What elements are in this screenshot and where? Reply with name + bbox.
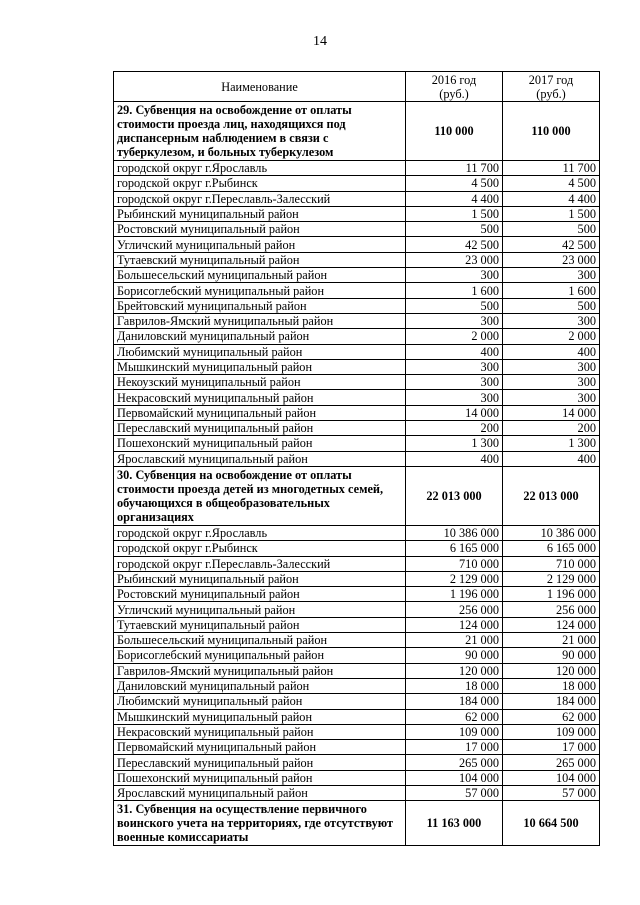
- row-value-2016-cell: 11 700: [406, 161, 503, 176]
- row-value-2016-cell: 200: [406, 421, 503, 436]
- table-row: [114, 740, 600, 755]
- row-name-cell: 30. Субвенция на освобождение от оплаты стоимости проезда детей из многодетных семей, обучающихся в общеобразовательных организациях: [114, 466, 406, 525]
- row-name-cell: Некрасовский муниципальный район: [114, 390, 406, 405]
- table-row: [114, 663, 600, 678]
- row-value-2017-cell: 300: [503, 359, 600, 374]
- row-value-2016-cell: 710 000: [406, 556, 503, 571]
- table-header: [114, 72, 600, 102]
- row-value-2017-cell: 184 000: [503, 694, 600, 709]
- row-name-cell: Гаврилов-Ямский муниципальный район: [114, 313, 406, 328]
- table-row: [114, 436, 600, 451]
- table-row: [114, 571, 600, 586]
- row-value-2016-cell: 110 000: [406, 102, 503, 161]
- row-name-cell: Большесельский муниципальный район: [114, 268, 406, 283]
- row-name-cell: Первомайский муниципальный район: [114, 405, 406, 420]
- row-name-cell: Переславский муниципальный район: [114, 421, 406, 436]
- row-name-cell: 29. Субвенция на освобождение от оплаты стоимости проезда лиц, находящихся под диспансерным наблюдением в связи с туберкулезом, и больных туберкулезом: [114, 102, 406, 161]
- table-row: [114, 755, 600, 770]
- row-name-cell: городской округ г.Рыбинск: [114, 176, 406, 191]
- row-value-2017-cell: 300: [503, 390, 600, 405]
- row-value-2017-cell: 62 000: [503, 709, 600, 724]
- table-body: [114, 102, 600, 846]
- row-value-2017-cell: 14 000: [503, 405, 600, 420]
- row-value-2016-cell: 300: [406, 313, 503, 328]
- row-value-2017-cell: 710 000: [503, 556, 600, 571]
- row-value-2016-cell: 57 000: [406, 785, 503, 800]
- table-row: [114, 770, 600, 785]
- table-row: [114, 222, 600, 237]
- row-value-2017-cell: 120 000: [503, 663, 600, 678]
- row-value-2016-cell: 124 000: [406, 617, 503, 632]
- table-row: [114, 451, 600, 466]
- table-row: [114, 678, 600, 693]
- row-value-2016-cell: 62 000: [406, 709, 503, 724]
- table-row: [114, 541, 600, 556]
- row-name-cell: Угличский муниципальный район: [114, 602, 406, 617]
- row-value-2016-cell: 300: [406, 390, 503, 405]
- row-value-2017-cell: 124 000: [503, 617, 600, 632]
- table-row: [114, 298, 600, 313]
- page-number: 14: [313, 34, 327, 49]
- header-name-label: Наименование: [221, 79, 298, 94]
- subvention-table: [113, 71, 600, 846]
- row-name-cell: Любимский муниципальный район: [114, 694, 406, 709]
- table-row: [114, 268, 600, 283]
- row-value-2016-cell: 300: [406, 359, 503, 374]
- row-value-2016-cell: 42 500: [406, 237, 503, 252]
- row-name-cell: Брейтовский муниципальный район: [114, 298, 406, 313]
- section-row: [114, 801, 600, 846]
- row-value-2016-cell: 2 000: [406, 329, 503, 344]
- row-value-2017-cell: 110 000: [503, 102, 600, 161]
- row-value-2017-cell: 1 196 000: [503, 587, 600, 602]
- row-value-2016-cell: 21 000: [406, 633, 503, 648]
- row-value-2017-cell: 300: [503, 313, 600, 328]
- table-row: [114, 709, 600, 724]
- row-name-cell: Рыбинский муниципальный район: [114, 571, 406, 586]
- table-row: [114, 359, 600, 374]
- table-row: [114, 421, 600, 436]
- table-row: [114, 313, 600, 328]
- header-year-2016-label: 2016 год: [431, 72, 477, 87]
- row-value-2017-cell: 500: [503, 298, 600, 313]
- row-value-2016-cell: 14 000: [406, 405, 503, 420]
- row-value-2016-cell: 2 129 000: [406, 571, 503, 586]
- row-value-2017-cell: 500: [503, 222, 600, 237]
- row-value-2016-cell: 265 000: [406, 755, 503, 770]
- row-name-cell: городской округ г.Переславль-Залесский: [114, 191, 406, 206]
- row-value-2016-cell: 256 000: [406, 602, 503, 617]
- row-value-2017-cell: 18 000: [503, 678, 600, 693]
- section-row: [114, 102, 600, 161]
- row-value-2016-cell: 500: [406, 222, 503, 237]
- row-name-cell: Рыбинский муниципальный район: [114, 206, 406, 221]
- table-row: [114, 617, 600, 632]
- row-value-2017-cell: 21 000: [503, 633, 600, 648]
- row-name-cell: Мышкинский муниципальный район: [114, 709, 406, 724]
- row-name-cell: Ростовский муниципальный район: [114, 587, 406, 602]
- row-value-2017-cell: 400: [503, 451, 600, 466]
- row-name-cell: Большесельский муниципальный район: [114, 633, 406, 648]
- row-value-2017-cell: 17 000: [503, 740, 600, 755]
- row-value-2016-cell: 1 300: [406, 436, 503, 451]
- table-row: [114, 525, 600, 540]
- row-name-cell: Ярославский муниципальный район: [114, 785, 406, 800]
- header-name: [114, 72, 406, 102]
- row-value-2016-cell: 1 500: [406, 206, 503, 221]
- row-value-2016-cell: 90 000: [406, 648, 503, 663]
- row-value-2016-cell: 11 163 000: [406, 801, 503, 846]
- row-value-2017-cell: 256 000: [503, 602, 600, 617]
- row-name-cell: Тутаевский муниципальный район: [114, 252, 406, 267]
- row-name-cell: Пошехонский муниципальный район: [114, 770, 406, 785]
- table-row: [114, 283, 600, 298]
- table-row: [114, 556, 600, 571]
- table-row: [114, 176, 600, 191]
- row-name-cell: Угличский муниципальный район: [114, 237, 406, 252]
- row-value-2016-cell: 500: [406, 298, 503, 313]
- row-value-2017-cell: 57 000: [503, 785, 600, 800]
- row-value-2016-cell: 109 000: [406, 724, 503, 739]
- row-value-2017-cell: 1 300: [503, 436, 600, 451]
- row-value-2017-cell: 11 700: [503, 161, 600, 176]
- row-value-2016-cell: 400: [406, 451, 503, 466]
- row-name-cell: городской округ г.Ярославль: [114, 525, 406, 540]
- row-name-cell: Пошехонский муниципальный район: [114, 436, 406, 451]
- section-row: [114, 466, 600, 525]
- table-row: [114, 694, 600, 709]
- table-row: [114, 329, 600, 344]
- table-row: [114, 648, 600, 663]
- row-value-2016-cell: 300: [406, 375, 503, 390]
- row-value-2016-cell: 22 013 000: [406, 466, 503, 525]
- table-row: [114, 237, 600, 252]
- row-name-cell: Мышкинский муниципальный район: [114, 359, 406, 374]
- row-value-2017-cell: 265 000: [503, 755, 600, 770]
- row-value-2016-cell: 17 000: [406, 740, 503, 755]
- row-name-cell: Даниловский муниципальный район: [114, 678, 406, 693]
- table-row: [114, 405, 600, 420]
- table-row: [114, 785, 600, 800]
- row-value-2016-cell: 400: [406, 344, 503, 359]
- row-value-2016-cell: 23 000: [406, 252, 503, 267]
- header-year-2016: [406, 72, 503, 102]
- header-year-2016-unit: (руб.): [439, 86, 469, 101]
- row-value-2017-cell: 2 000: [503, 329, 600, 344]
- row-value-2017-cell: 104 000: [503, 770, 600, 785]
- row-value-2017-cell: 42 500: [503, 237, 600, 252]
- row-value-2017-cell: 109 000: [503, 724, 600, 739]
- row-value-2017-cell: 1 500: [503, 206, 600, 221]
- row-value-2016-cell: 6 165 000: [406, 541, 503, 556]
- row-value-2017-cell: 400: [503, 344, 600, 359]
- row-name-cell: Первомайский муниципальный район: [114, 740, 406, 755]
- row-name-cell: Борисоглебский муниципальный район: [114, 283, 406, 298]
- row-name-cell: городской округ г.Переславль-Залесский: [114, 556, 406, 571]
- row-value-2016-cell: 1 196 000: [406, 587, 503, 602]
- row-value-2017-cell: 10 664 500: [503, 801, 600, 846]
- table-row: [114, 161, 600, 176]
- row-name-cell: Борисоглебский муниципальный район: [114, 648, 406, 663]
- row-value-2017-cell: 2 129 000: [503, 571, 600, 586]
- row-value-2016-cell: 184 000: [406, 694, 503, 709]
- row-value-2017-cell: 200: [503, 421, 600, 436]
- row-name-cell: Ростовский муниципальный район: [114, 222, 406, 237]
- row-value-2017-cell: 300: [503, 375, 600, 390]
- table-row: [114, 633, 600, 648]
- row-value-2016-cell: 10 386 000: [406, 525, 503, 540]
- row-name-cell: Даниловский муниципальный район: [114, 329, 406, 344]
- row-value-2017-cell: 23 000: [503, 252, 600, 267]
- row-name-cell: Тутаевский муниципальный район: [114, 617, 406, 632]
- table-row: [114, 390, 600, 405]
- row-value-2017-cell: 90 000: [503, 648, 600, 663]
- row-name-cell: Переславский муниципальный район: [114, 755, 406, 770]
- row-value-2017-cell: 4 500: [503, 176, 600, 191]
- header-year-2017-unit: (руб.): [536, 86, 566, 101]
- header-year-2017: [503, 72, 600, 102]
- row-name-cell: Гаврилов-Ямский муниципальный район: [114, 663, 406, 678]
- row-value-2016-cell: 120 000: [406, 663, 503, 678]
- table-row: [114, 191, 600, 206]
- row-name-cell: городской округ г.Рыбинск: [114, 541, 406, 556]
- row-name-cell: Некрасовский муниципальный район: [114, 724, 406, 739]
- row-name-cell: Ярославский муниципальный район: [114, 451, 406, 466]
- row-value-2016-cell: 1 600: [406, 283, 503, 298]
- row-value-2017-cell: 300: [503, 268, 600, 283]
- row-value-2017-cell: 6 165 000: [503, 541, 600, 556]
- table-row: [114, 206, 600, 221]
- row-value-2017-cell: 10 386 000: [503, 525, 600, 540]
- row-name-cell: городской округ г.Ярославль: [114, 161, 406, 176]
- row-value-2016-cell: 300: [406, 268, 503, 283]
- row-value-2017-cell: 22 013 000: [503, 466, 600, 525]
- table-row: [114, 724, 600, 739]
- row-name-cell: Некоузский муниципальный район: [114, 375, 406, 390]
- row-value-2017-cell: 1 600: [503, 283, 600, 298]
- table-row: [114, 252, 600, 267]
- table-row: [114, 602, 600, 617]
- row-value-2016-cell: 104 000: [406, 770, 503, 785]
- header-year-2017-label: 2017 год: [528, 72, 574, 87]
- row-value-2016-cell: 18 000: [406, 678, 503, 693]
- row-value-2017-cell: 4 400: [503, 191, 600, 206]
- row-name-cell: Любимский муниципальный район: [114, 344, 406, 359]
- row-name-cell: 31. Субвенция на осуществление первичного воинского учета на территориях, где отсутствуют военные комиссариаты: [114, 801, 406, 846]
- row-value-2016-cell: 4 400: [406, 191, 503, 206]
- table-row: [114, 344, 600, 359]
- row-value-2016-cell: 4 500: [406, 176, 503, 191]
- table-row: [114, 375, 600, 390]
- table-row: [114, 587, 600, 602]
